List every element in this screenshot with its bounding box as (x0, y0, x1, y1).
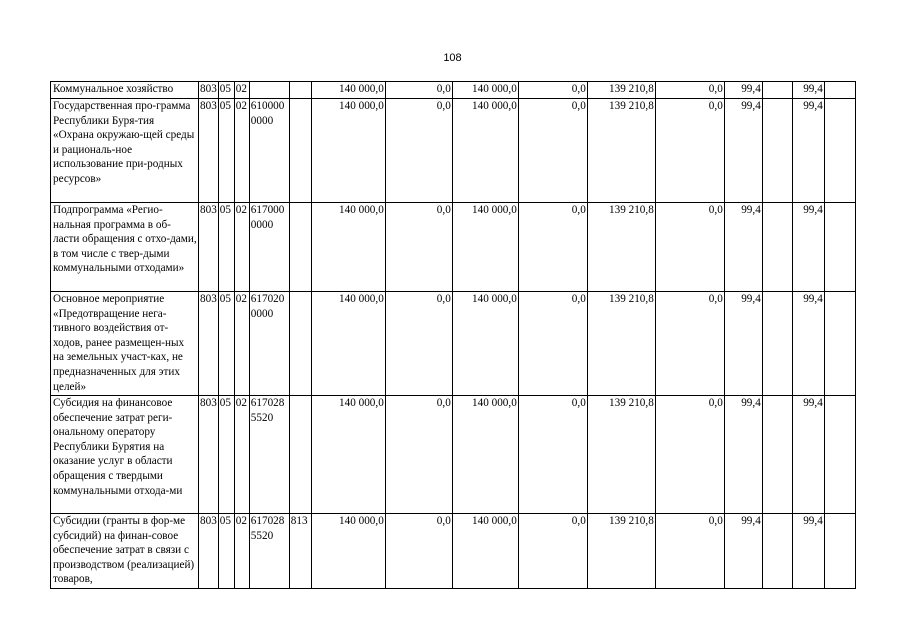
executed-cell: 139 210,8 (587, 99, 655, 203)
cell-content: 6170285520 (250, 515, 285, 542)
percent-refined-federal-cell (824, 396, 855, 514)
executed-federal-cell: 0,0 (655, 396, 724, 514)
percent-plan-federal-cell (762, 396, 792, 514)
plan-cell: 140 000,0 (311, 82, 385, 99)
rz-cell (218, 514, 234, 589)
name-cell: Субсидия на финансовое обеспечение затрат реги-ональному оператору Республики Бурятия на оказание услуг в области обращения с твердыми коммунальными отхода-ми (51, 396, 199, 514)
refined-federal-cell: 0,0 (518, 99, 587, 203)
percent-plan-federal-cell (762, 99, 792, 203)
refined-federal-cell: 0,0 (518, 82, 587, 99)
executed-cell: 139 210,8 (587, 203, 655, 292)
refined-cell: 140 000,0 (452, 292, 518, 396)
budget-table (50, 81, 856, 589)
percent-plan-cell: 99,4 (724, 292, 762, 396)
executed-cell (587, 514, 655, 589)
rz-cell: 05 (218, 292, 234, 396)
cell-content: 0,0 (708, 515, 723, 527)
refined-federal-cell: 0,0 (518, 292, 587, 396)
percent-plan-federal-cell (762, 514, 792, 589)
percent-refined-cell: 99,4 (792, 203, 824, 292)
grbs-cell: 803 (199, 82, 219, 99)
plan-cell: 140 000,0 (311, 99, 385, 203)
name-cell: Подпрограмма «Регио-нальная программа в об-ласти обращения с отхо-дами, в том числе с твер-дыми коммунальными отходами» (51, 203, 199, 292)
table-row (51, 292, 856, 396)
plan-cell (311, 514, 385, 589)
executed-cell: 139 210,8 (587, 396, 655, 514)
percent-plan-cell (724, 514, 762, 589)
vr-cell (289, 82, 311, 99)
cell-content (765, 514, 791, 576)
plan-federal-cell: 0,0 (385, 99, 452, 203)
table-row (51, 82, 856, 99)
grbs-cell: 803 (199, 292, 219, 396)
plan-cell: 140 000,0 (311, 396, 385, 514)
pr-cell: 02 (234, 203, 249, 292)
refined-federal-cell: 0,0 (518, 203, 587, 292)
name-cell: Коммунальное хозяйство (51, 82, 199, 99)
plan-federal-cell: 0,0 (385, 203, 452, 292)
csr-cell: 6100000000 (249, 99, 289, 203)
csr-cell: 6170200000 (249, 292, 289, 396)
table-row (51, 514, 856, 589)
vr-cell (289, 396, 311, 514)
percent-refined-federal-cell (824, 292, 855, 396)
plan-cell: 140 000,0 (311, 292, 385, 396)
grbs-cell: 803 (199, 99, 219, 203)
percent-plan-federal-cell (762, 292, 792, 396)
cell-content: 803 (200, 515, 217, 527)
percent-plan-cell: 99,4 (724, 396, 762, 514)
csr-cell (249, 82, 289, 99)
percent-refined-federal-cell (824, 99, 855, 203)
cell-content: 813 (290, 515, 308, 527)
cell-content: 99,4 (803, 515, 823, 527)
page-number: 108 (443, 52, 462, 64)
name-cell: Государственная про-грамма Республики Буря-тия «Охрана окружаю-щей среды и рациональ-ное использование при-родных ресурсов» (51, 99, 199, 203)
vr-cell (289, 292, 311, 396)
plan-cell: 140 000,0 (311, 203, 385, 292)
refined-federal-cell (518, 514, 587, 589)
percent-refined-cell (792, 514, 824, 589)
cell-content: 05 (219, 515, 231, 527)
plan-federal-cell: 0,0 (385, 82, 452, 99)
percent-refined-cell: 99,4 (792, 292, 824, 396)
percent-plan-cell: 99,4 (724, 82, 762, 99)
percent-plan-cell: 99,4 (724, 99, 762, 203)
grbs-cell: 803 (199, 396, 219, 514)
executed-cell: 139 210,8 (587, 292, 655, 396)
cell-content: 02 (235, 515, 247, 527)
executed-federal-cell: 0,0 (655, 203, 724, 292)
percent-refined-federal-cell (824, 82, 855, 99)
refined-cell: 140 000,0 (452, 99, 518, 203)
grbs-cell (199, 514, 219, 589)
rz-cell: 05 (218, 203, 234, 292)
name-cell (51, 514, 199, 589)
csr-cell (249, 514, 289, 589)
refined-cell: 140 000,0 (452, 82, 518, 99)
rz-cell: 05 (218, 82, 234, 99)
pr-cell (234, 514, 249, 589)
table-body (51, 82, 856, 589)
percent-refined-cell: 99,4 (792, 396, 824, 514)
percent-refined-cell: 99,4 (792, 82, 824, 99)
percent-plan-federal-cell (762, 82, 792, 99)
table-row (51, 99, 856, 203)
pr-cell: 02 (234, 82, 249, 99)
rz-cell: 05 (218, 99, 234, 203)
table-row (51, 203, 856, 292)
cell-content: 99,4 (741, 515, 761, 527)
cell-content: 140 000,0 (472, 515, 517, 527)
refined-cell (452, 514, 518, 589)
vr-cell (289, 203, 311, 292)
grbs-cell: 803 (199, 203, 219, 292)
vr-cell (289, 99, 311, 203)
executed-federal-cell: 0,0 (655, 99, 724, 203)
plan-federal-cell: 0,0 (385, 396, 452, 514)
refined-cell: 140 000,0 (452, 203, 518, 292)
cell-content: Субсидии (гранты в фор-ме субсидий) на финан-совое обеспечение затрат в связи с производством (реализацией) товаров, (53, 515, 195, 586)
percent-plan-federal-cell (762, 203, 792, 292)
executed-cell: 139 210,8 (587, 82, 655, 99)
cell-content (827, 514, 854, 576)
csr-cell: 6170285520 (249, 396, 289, 514)
refined-cell: 140 000,0 (452, 396, 518, 514)
rz-cell: 05 (218, 396, 234, 514)
pr-cell: 02 (234, 396, 249, 514)
plan-federal-cell: 0,0 (385, 292, 452, 396)
executed-federal-cell: 0,0 (655, 292, 724, 396)
percent-refined-federal-cell (824, 514, 855, 589)
pr-cell: 02 (234, 292, 249, 396)
percent-refined-cell: 99,4 (792, 99, 824, 203)
plan-federal-cell (385, 514, 452, 589)
cell-content: 140 000,0 (339, 515, 384, 527)
csr-cell: 6170000000 (249, 203, 289, 292)
percent-refined-federal-cell (824, 203, 855, 292)
pr-cell: 02 (234, 99, 249, 203)
executed-federal-cell: 0,0 (655, 82, 724, 99)
percent-plan-cell: 99,4 (724, 203, 762, 292)
name-cell: Основное мероприятие «Предотвращение нега-тивного воздействия от-ходов, ранее размещен-ных на земельных участ-ках, не предназначенных для этих целей» (51, 292, 199, 396)
vr-cell (289, 514, 311, 589)
cell-content: 0,0 (436, 515, 451, 527)
cell-content: 0,0 (571, 515, 586, 527)
cell-content: 139 210,8 (609, 515, 654, 527)
table-row (51, 396, 856, 514)
refined-federal-cell: 0,0 (518, 396, 587, 514)
executed-federal-cell (655, 514, 724, 589)
